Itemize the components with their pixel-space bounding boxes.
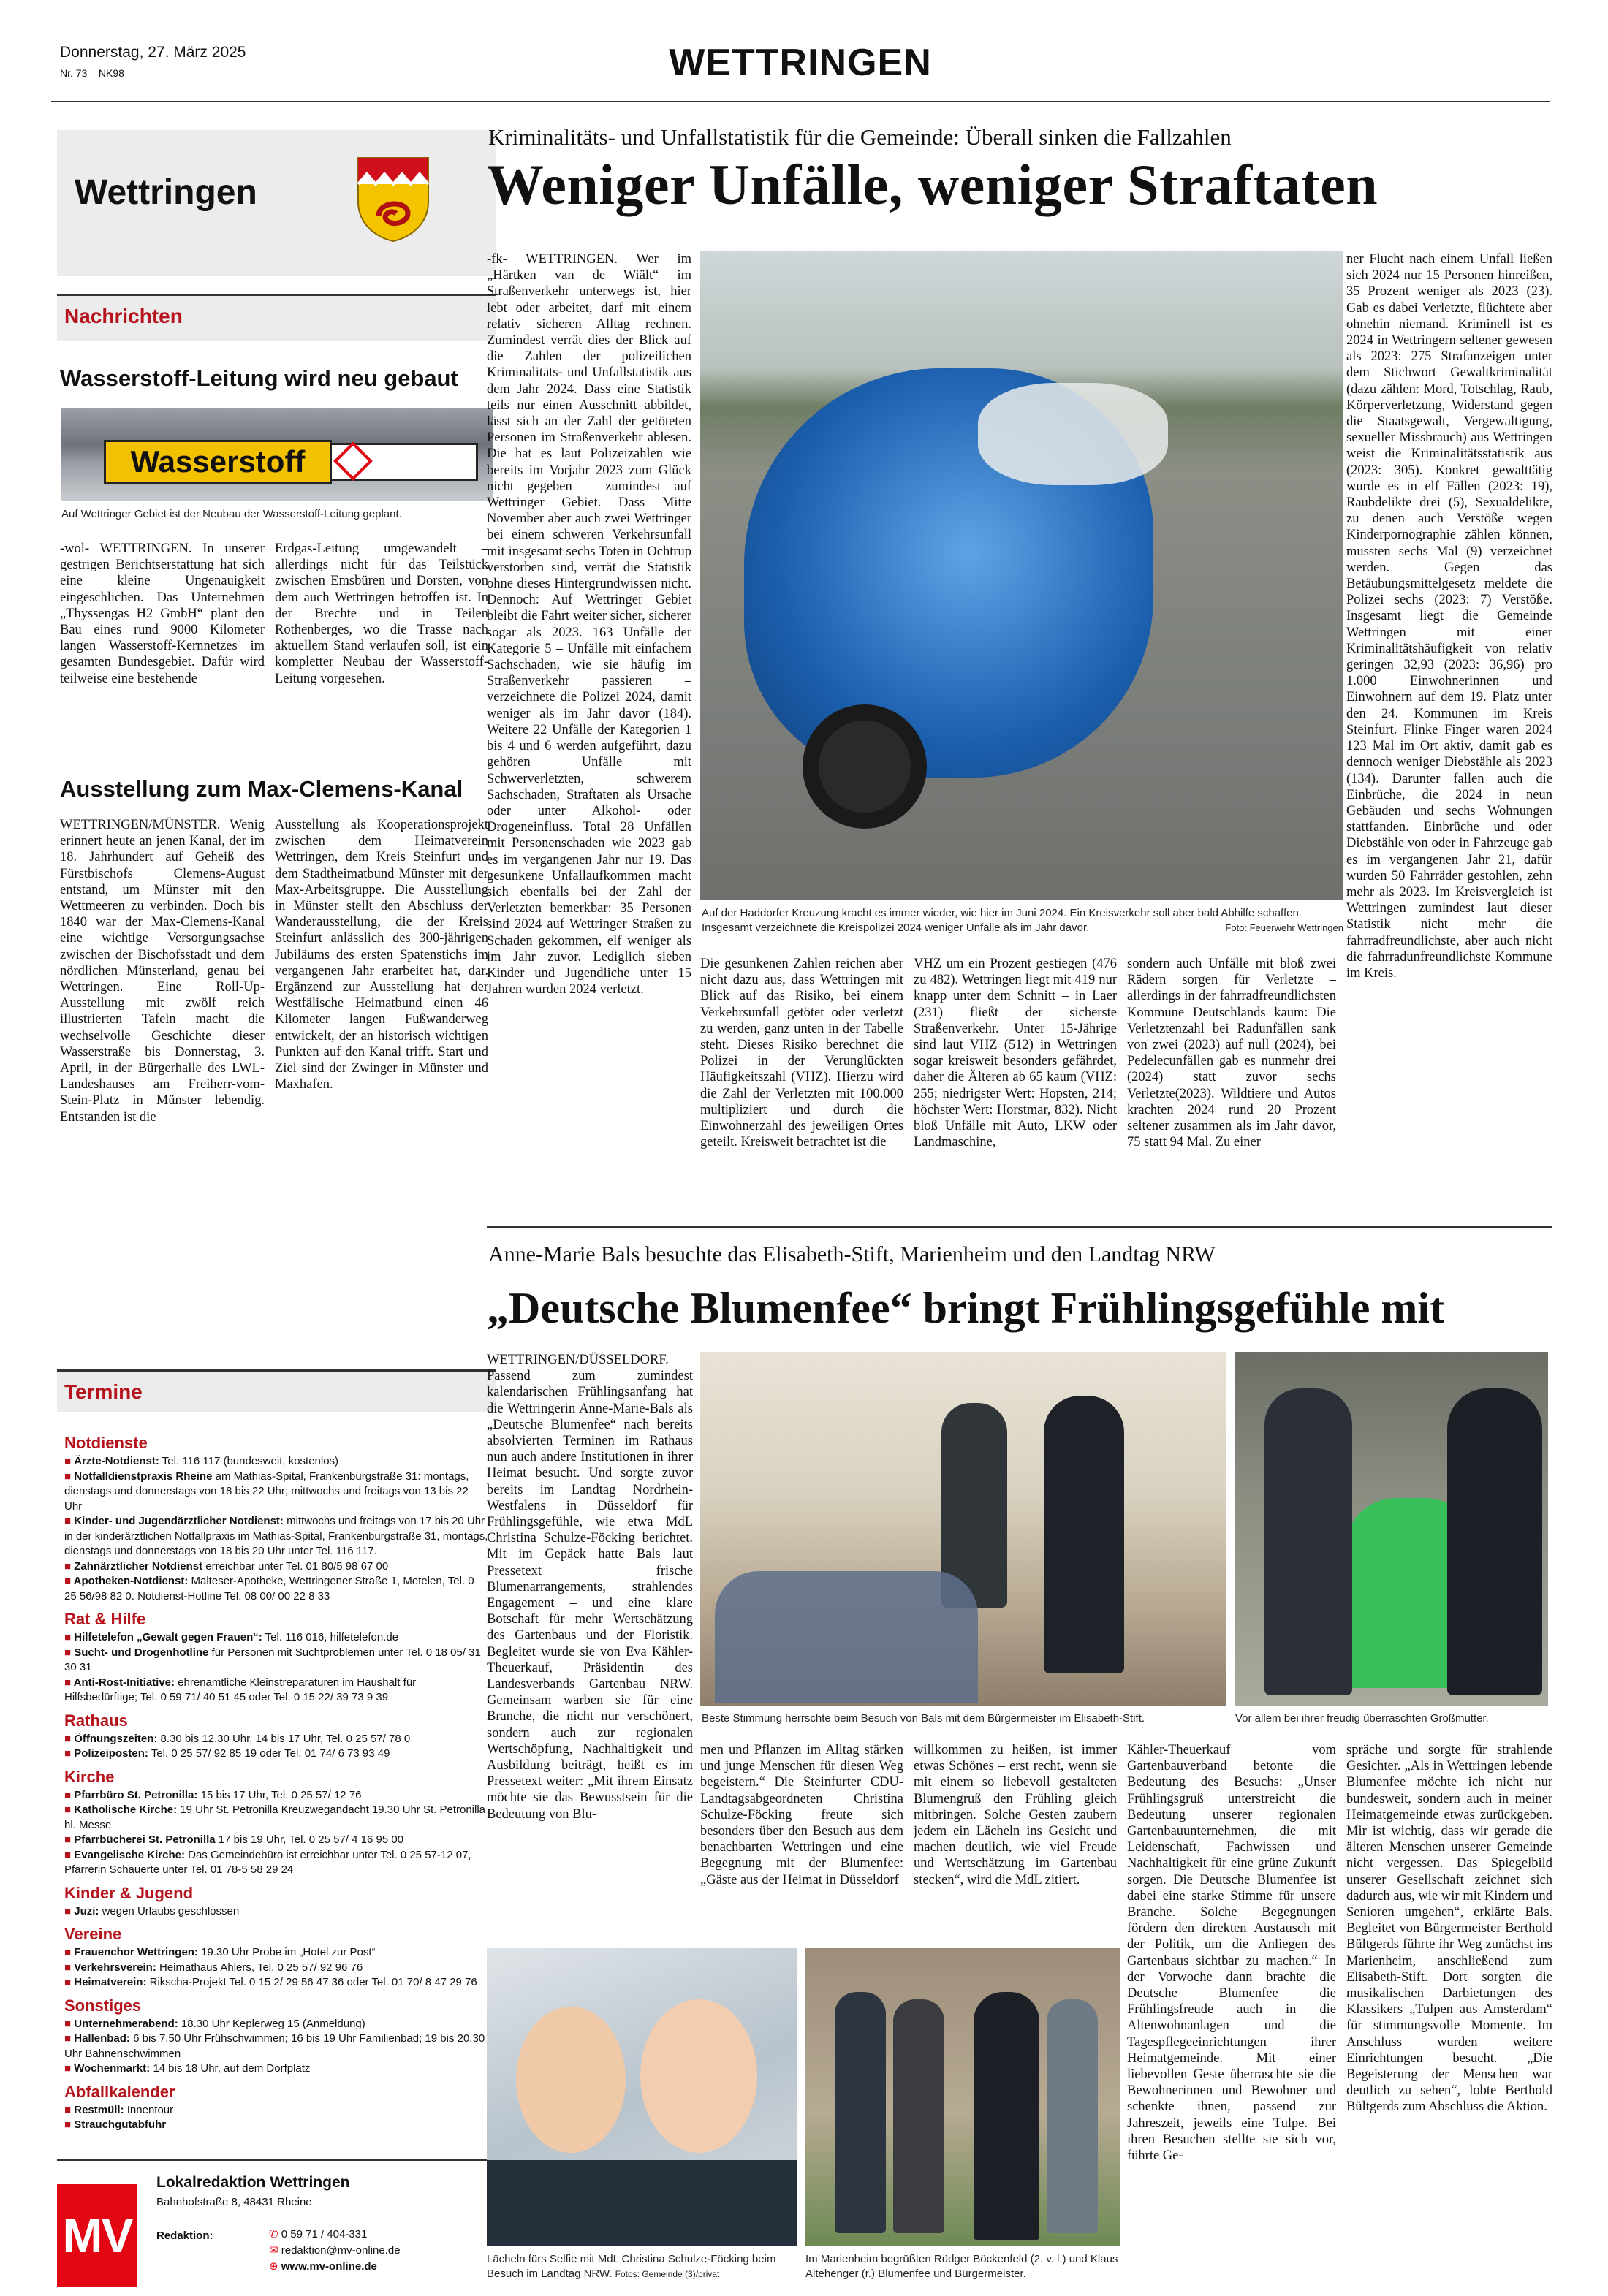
phone-icon: ✆ <box>269 2228 278 2240</box>
bullet-icon: ■ <box>64 1455 75 1467</box>
appointment-item <box>64 1788 488 1803</box>
section-label: Termine <box>64 1380 143 1403</box>
appointment-label: Zahnärztlicher Notdienst <box>74 1559 203 1573</box>
web-row[interactable] <box>269 2259 401 2275</box>
section-nachrichten <box>57 294 496 341</box>
article1-col2: Die gesunkenen Zahlen reichen aber nicht dazu aus, dass Wettringen mit Blick auf das Risiko, bei einem Verkehrsunfall getötet oder verletzt zu werden, ganz unten in der Tabelle steht. Dieses Risiko berechnet die Polizei in der Verunglückten Häufigkeitszahl (VHZ). Hierzu wird die Zahl der Verletzten mit 100.000 multipliziert und durch die Einwohnerzahl des jeweiligen Ortes geteilt. Kreisweit betrachtet ist die <box>700 957 903 1150</box>
appointment-detail: Malteser-Apotheke, Wettringener Straße 1, Metelen, Tel. 0 25 56/98 82 0. Notdienst-Hotline Tel. 08 00/ 00 22 8 33 <box>64 1575 474 1603</box>
bullet-icon: ■ <box>64 1803 75 1816</box>
news1-title: Wasserstoff-Leitung wird neu gebaut <box>60 365 458 391</box>
masthead <box>51 35 1550 102</box>
article2-col1: WETTRINGEN/DÜSSELDORF. Passend zum zumindest kalendarischen Frühlingsanfang hat die Wettringerin Anne-Marie-Bals als „Deutsche Blumenfee“ nach bereits absolvierten Terminen im Rathaus nun auch andere Institutionen in ihrer Heimat besucht. Und sorgte zuvor bereits im Landtag Nordrhein-Westfalens in Düsseldorf für Frühlingsgefühle, wie etwa MdL Christina Schulze-Föcking berichtet. Mit im Gepäck hatte Bals laut Pressetext frische Blumenarrangements, strahlendes Engagement – und eine klare Botschaft für mehr Wertschätzung des Gartenbaus und der Floristik. Begleitet wurde sie von Eva Kähler-Theuerkauf, Präsidentin des Landesverbands Gartenbau NRW. Gemeinsam warben sie für eine Branche, die nicht nur verschönert, sondern auch zur regionalen Wertschöpfung, Nachhaltigkeit und Ausbildung beiträgt, heißt es im Pressetext weiter: „Mit ihrem Einsatz möchte sie das Bewusstsein für die Bedeutung von Blu- <box>487 1353 693 1822</box>
appointment-detail: 19 Uhr St. Petronilla Kreuzwegandacht 19.30 Uhr St. Petronilla hl. Messe <box>64 1803 486 1831</box>
bullet-icon: ■ <box>64 1961 75 1974</box>
bullet-icon: ■ <box>64 1575 74 1587</box>
appointment-item <box>64 1574 488 1604</box>
hydrogen-sign-photo <box>61 408 493 501</box>
web-link[interactable]: www.mv-online.de <box>281 2260 377 2273</box>
article2-col2: men und Pflanzen im Alltag stärken und junge Menschen für diesen Weg begeistern.“ Die Steinfurter CDU-Landtagsabgeordneten Christina Schulze-Föcking freute sich besonders über den Besuch aus dem benachbarten Wettringen und eine Begegnung mit der Blumenfee: „Gäste aus der Heimat in Düsseldorf <box>700 1743 903 1888</box>
bullet-icon: ■ <box>64 1904 75 1917</box>
article2-kicker: Anne-Marie Bals besuchte das Elisabeth-Stift, Marienheim und den Landtag NRW <box>488 1242 1216 1266</box>
appointments-group-title: Abfallkalender <box>64 2082 175 2101</box>
article1-col5: ner Flucht nach einem Unfall ließen sich 2024 nur 15 Personen hinreißen, 35 Prozent weniger als 2023 (23). Gab es dabei Verletzte, flüchtete aber ohnehin niemand. Kriminell ist es 2024 in Wettringern seltener gewesen als 2023: 275 Strafanzeigen unter dem Stichwort Gewaltkriminalität (dazu zählen: Mord, Totschlag, Raub, Körperverletzung, Widerstand gegen die Staatsgewalt, Vergewaltigung, sexueller Missbrauch) aus Wettringen weist die Kriminalitätsstatistik aus (2023: 305). Konkret gewalttätig wurde es in elf Fällen (2023: 19), Raubdelikte drei (5), Sexualdelikte, zu denen auch Verstöße wegen Kinderpornographie zählen können, mussten sechs Mal (9) verzeichnet werden. Gegen das Betäubungsmittelgesetz meldete die Polizei sechs (2023: 7) Verstöße. Insgesamt liegt die Gemeinde Wettringen mit einer Kriminalitätshäufigkeit von relativ geringen 32,93 (2023: 36,96) pro 1.000 Einwohnerinnen und Einwohnern auf dem 19. Platz unter den 24. Kommunen im Kreis Steinfurt. Flinke Finger waren 2024 123 Mal im Ort aktiv, damit gab es dennoch weniger Diebstähle als 2023 (134). Darunter fallen auch die Einbrüche, die 2024 in neun Gebäuden und sechs Wohnungen stattfanden. Einbrüche und oder Diebstähle von oder in Fahrzeuge gab es im vergangenen Jahr 21, dafür wurden 50 Fahrräder gestohlen, zehn mehr als 2023. Im Kreisvergleich ist Wettringen zumindest laut dieser Statistik nicht mehr die fahrradfreundlichste, aber auch nicht die fahrradunfreundlichste Kommune im Kreis. <box>1346 252 1552 981</box>
appointment-label: Hilfetelefon „Gewalt gegen Frauen“: <box>74 1631 262 1643</box>
selfie-landtag-photo <box>487 1948 797 2246</box>
bullet-icon: ■ <box>64 2118 75 2131</box>
article2-headline: „Deutsche Blumenfee“ bringt Frühlingsgefühle mit <box>487 1284 1444 1332</box>
appointment-detail: Tel. 0 25 57/ 92 85 19 oder Tel. 01 74/ 6 73 93 49 <box>148 1747 390 1760</box>
appointment-label: Pfarrbücherei St. Petronilla <box>74 1833 216 1846</box>
appointment-item <box>64 1676 488 1706</box>
appointment-item <box>64 1630 488 1646</box>
appointment-label: Juzi: <box>74 1904 99 1917</box>
white-car-shape <box>978 383 1168 485</box>
editorial-contact <box>57 2159 496 2291</box>
sidebar <box>57 130 496 2163</box>
bullet-icon: ■ <box>64 2062 75 2075</box>
phone-row <box>269 2227 401 2243</box>
appointment-label: Kinder- und Jugendärztlicher Notdienst: <box>74 1515 284 1527</box>
appointment-label: Frauenchor Wettringen: <box>74 1946 198 1958</box>
appointment-item <box>64 1945 488 1961</box>
web-icon: ⊕ <box>269 2260 278 2273</box>
person-figure <box>1047 1999 1098 2233</box>
appointment-detail: Rikscha-Projekt Tel. 0 15 2/ 29 56 47 36 oder Tel. 01 70/ 8 47 29 76 <box>146 1976 477 1988</box>
clothing-shape <box>487 2160 797 2246</box>
bullet-icon: ■ <box>64 1747 75 1760</box>
issue-nr: Nr. 73 <box>60 67 88 79</box>
bullet-icon: ■ <box>64 1631 75 1643</box>
appointments-group-title: Vereine <box>64 1925 122 1943</box>
flower-fairy-figure <box>1447 1388 1542 1695</box>
bullet-icon: ■ <box>64 1515 75 1527</box>
footer-contacts <box>269 2227 401 2275</box>
article2-caption3 <box>487 2252 797 2281</box>
article1-caption <box>702 906 1343 935</box>
appointment-detail: Innentour <box>124 2103 174 2116</box>
appointments-group-title: Notdienste <box>64 1434 148 1452</box>
bullet-icon: ■ <box>64 2017 75 2030</box>
article2-caption2: Vor allem bei ihrer freudig überraschten Großmutter. <box>1235 1712 1489 1725</box>
appointment-detail: mittwochs und freitags von 17 bis 20 Uhr in der kinderärztlichen Notfallpraxis im Mathias-Spital, Frankenburgstraße 31, montags, dienstags und donnerstags von 18 bis 20 Uhr unter Tel. 116 117. <box>64 1515 488 1557</box>
appointment-item <box>64 1454 488 1470</box>
news2-title: Ausstellung zum Max-Clemens-Kanal <box>60 776 463 802</box>
email-icon: ✉ <box>269 2244 278 2257</box>
appointments-group-title: Kinder & Jugend <box>64 1883 194 1902</box>
article2-col4: Kähler-Theuerkauf vom Gartenbauverband betonte die Bedeutung des Besuchs: „Unser Frühlingsgruß unterstreicht die Bedeutung unserer regionalen Gartenbauunternehmen, die mit Leidenschaft, Fachwissen und Nachhaltigkeit für eine grüne Zukunft sorgen. Die Deutsche Blumenfee ist dabei eine starke Stimme für unsere Branche. Solche Begegnungen fördern den direkten Austausch mit der Politik, um die Anliegen des Gartenbaus sichtbar zu machen.“ In der Vorwoche dann brachte die Deutsche Blumenfee die Frühlingsfreude auch in die Altenwohnanlagen und die Tagespflegeeinrichtungen ihrer Heimatgemeinde. Mit einer liebevollen Geste überraschte sie die Bewohnerinnen und Bewohner und schenkte ihnen, passend zur Jahreszeit, jeweils eine Tulpe. Bei ihren Besuchen stellte sie sich vor, führte Ge- <box>1127 1743 1336 2164</box>
news1-caption: Auf Wettringer Gebiet ist der Neubau der Wasserstoff-Leitung geplant. <box>61 508 402 520</box>
appointments-group-title: Rathaus <box>64 1711 128 1730</box>
bullet-icon: ■ <box>64 1470 75 1483</box>
email-link[interactable]: redaktion@mv-online.de <box>281 2244 401 2257</box>
appointment-detail: Tel. 116 117 (bundesweit, kostenlos) <box>159 1455 339 1467</box>
appointment-label: Wochenmarkt: <box>74 2062 151 2075</box>
appointment-item <box>64 1470 488 1515</box>
appointment-item <box>64 2017 488 2032</box>
wheel-shape <box>803 704 927 829</box>
news2-col1: WETTRINGEN/MÜNSTER. Wenig erinnert heute an jenen Kanal, der im 18. Jahrhundert auf Geheiß des Fürstbischofs Clemens-August entstand, um Münster mit den Wettmeeren zu verbinden. Doch bis 1840 war der Max-Clemens-Kanal eine wichtige Versorgungsachse zwischen der Bischofsstadt und dem nördlichen Münsterland, genau bei Wettringen. Eine Roll-Up-Ausstellung mit zwölf reich illustrierten Tafeln macht die wechselvolle Geschichte dieser Wasserstraße bis Donnerstag, 3. April, in der Bürgerhalle des LWL-Landeshauses am Freiherr-vom-Stein-Platz in Münster lebendig. Entstanden ist die <box>60 818 265 1125</box>
article2-col5: spräche und sorgte für strahlende Gesichter. „Als in Wettringen lebende Blumenfee möchte ich nicht nur bundesweit, sondern auch in meiner Heimatgemeinde etwas zurückgeben. Mir ist wichtig, dass wir gerade die älteren Menschen unserer Gemeinde nicht vergessen. Das Spiegelbild unserer Gesellschaft zeichnet sich dadurch aus, wie wir mit Kindern und Senioren umgehen“, erklärte Bals. Begleitet von Bürgermeister Berthold Bültgerds führte ihr Weg zunächst ins Marienheim, anschließend zum Elisabeth-Stift. Dort sorgten die musikalischen Darbietungen des Klassikers „Tulpen aus Amsterdam“ für stimmungsvolle Momente. Im Anschluss wurden weitere Einrichtungen besucht. „Die Begeisterung der Menschen war deutlich zu sehen“, lobte Berthold Bültgerds zum Abschluss die Aktion. <box>1346 1743 1552 2115</box>
appointment-label: Restmüll: <box>74 2103 124 2116</box>
grandmother-photo <box>1235 1352 1548 1706</box>
bullet-icon: ■ <box>64 1848 75 1861</box>
photo-credit: Fotos: Gemeinde (3)/privat <box>615 2269 720 2279</box>
article1-headline: Weniger Unfälle, weniger Straftaten <box>487 153 1378 216</box>
article1-kicker: Kriminalitäts- und Unfallstatistik für die Gemeinde: Überall sinken die Fallzahlen <box>488 124 1232 150</box>
appointment-detail: wegen Urlaubs geschlossen <box>99 1904 240 1917</box>
residents-group <box>715 1571 978 1703</box>
appointment-item <box>64 1732 488 1747</box>
email-row[interactable] <box>269 2243 401 2259</box>
flower-fairy-figure <box>974 1992 1039 2240</box>
divider <box>57 2159 496 2161</box>
appointment-label: Pfarrbüro St. Petronilla: <box>74 1788 198 1801</box>
appointment-item <box>64 2118 488 2133</box>
appointment-item <box>64 1961 488 1976</box>
appointment-detail: für Personen mit Suchtproblemen unter Tel. 0 18 05/ 31 30 31 <box>64 1646 481 1673</box>
bullet-icon: ■ <box>64 2103 75 2116</box>
appointment-detail: Tel. 116 016, hilfetelefon.de <box>262 1631 399 1643</box>
article2-caption1: Beste Stimmung herrschte beim Besuch von Bals mit dem Bürgermeister im Elisabeth-Stift. <box>702 1712 1145 1725</box>
footer-address: Bahnhofstraße 8, 48431 Rheine <box>156 2196 312 2208</box>
appointment-label: Katholische Kirche: <box>74 1803 178 1816</box>
appointment-label: Öffnungszeiten: <box>74 1732 158 1745</box>
article2-col3: willkommen zu heißen, ist immer etwas Schönes – erst recht, wenn sie mit einem so liebevoll gestalteten Blumengruß den Frühling gleich mitbringen. Solche Gesten zaubern jedem ein Lächeln ins Gesicht und machen deutlich, wie viel Freude und Wertschätzung im Gartenbau stecken“, wird die MdL zitiert. <box>914 1743 1117 1888</box>
appointments-list <box>64 1432 488 2133</box>
appointment-item <box>64 1646 488 1676</box>
appointment-detail: am Mathias-Spital, Frankenburgstraße 31: montags, dienstags und donnerstags von 18 bis 22 Uhr; mittwochs und freitags von 13 bis 22 Uhr <box>64 1470 469 1513</box>
bullet-icon: ■ <box>64 1732 75 1745</box>
appointment-item <box>64 1975 488 1991</box>
appointment-detail: Das Gemeindebüro ist erreichbar unter Tel. 0 25 57-12 07, Pfarrerin Schauerte unter Tel. 01 78-5 58 29 24 <box>64 1848 471 1876</box>
section-town: WETTRINGEN <box>669 42 932 84</box>
article2-caption4: Im Marienheim begrüßten Rüdger Böckenfeld (2. v. l.) und Klaus Altehenger (r.) Blumenfee und Bürgermeister. <box>805 2253 1118 2280</box>
appointment-item <box>64 1848 488 1878</box>
article-divider <box>487 1226 1552 1228</box>
appointments-group-title: Rat & Hilfe <box>64 1610 146 1628</box>
flower-fairy-figure <box>1044 1396 1124 1673</box>
appointment-item <box>64 1904 488 1920</box>
elisabeth-stift-photo <box>700 1352 1226 1706</box>
appointment-detail: 18.30 Uhr Keplerweg 15 (Anmeldung) <box>178 2017 365 2030</box>
appointment-detail: Heimathaus Ahlers, Tel. 0 25 57/ 92 96 76 <box>156 1961 363 1974</box>
appointment-label: Verkehrsverein: <box>74 1961 156 1974</box>
bullet-icon: ■ <box>64 1976 75 1988</box>
appointment-label: Anti-Rost-Initiative: <box>73 1676 175 1689</box>
appointment-item <box>64 2031 488 2061</box>
appointment-label: Strauchgutabfuhr <box>74 2118 167 2131</box>
appointment-item <box>64 2061 488 2077</box>
appointment-detail: 14 bis 18 Uhr, auf dem Dorfplatz <box>150 2062 311 2075</box>
appointment-label: Heimatverein: <box>74 1976 147 1988</box>
appointment-detail: 15 bis 17 Uhr, Tel. 0 25 57/ 12 76 <box>197 1788 362 1801</box>
bullet-icon: ■ <box>64 1676 74 1689</box>
caption-text: Auf der Haddorfer Kreuzung kracht es immer wieder, wie hier im Juni 2024. Ein Kreisverkehr soll aber bald Abhilfe schaffen. Insgesamt verzeichnete die Kreispolizei 2024 weniger Unfälle als im Jahr davor. <box>702 907 1302 934</box>
appointments-group-title: Kirche <box>64 1767 115 1786</box>
photo-credit: Foto: Feuerwehr Wettringen <box>1225 922 1343 933</box>
bullet-icon: ■ <box>64 1788 75 1801</box>
appointment-item <box>64 1746 488 1762</box>
appointment-detail: erreichbar unter Tel. 01 80/5 98 67 00 <box>202 1559 389 1573</box>
appointment-label: Notfalldienstpraxis Rheine <box>74 1470 213 1483</box>
news1-col1: -wol- WETTRINGEN. In unserer gestrigen Berichtserstattung hat sich eine kleine Ungenauigkeit eingeschlichen. Das Unternehmen „Thyssengas H2 GmbH“ plant den Bau eines rund 9000 Kilometer langen Wasserstoff-Kernnetzes im gesamten Bundesgebiet. Dafür wird teilweise eine bestehende <box>60 541 265 686</box>
appointment-label: Ärzte-Notdienst: <box>74 1455 159 1467</box>
sign-label: Wasserstoff <box>104 440 332 484</box>
appointment-item <box>64 1803 488 1833</box>
brand-name: Wettringen <box>75 173 257 212</box>
bullet-icon: ■ <box>64 1646 75 1659</box>
mayor-figure <box>1264 1388 1352 1695</box>
appointment-item <box>64 1559 488 1575</box>
bullet-icon: ■ <box>64 1833 75 1846</box>
article1-col1: -fk- WETTRINGEN. Wer im „Härtken van de Wiält“ im Straßenverkehr unterwegs ist, hier lebt oder arbeitet, darf mit einem relativ sicheren Alltag rechnen. Zumindest verrät dies der Blick auf die Zahlen der polizeilichen Kriminalitäts- und Unfallstatistik aus dem Jahr 2024. Dass eine Statistik teils nur einen Ausschnitt abbildet, lässt sich an der Zahl der getöteten Personen im Straßenverkehr ablesen. Die hat es laut Polizeizahlen wie bereits im Vorjahr 2023 zum Glück nicht gegeben – zumindest auf Wettringer Gebiet. Dass Mitte November aber auch zwei Wettringer bei einem schweren Verkehrsunfall mit insgesamt sechs Toten in Ochtrup verstorben sind, verrät die Statistik ohne dieses Hintergrundwissen nicht. Dennoch: Auf Wettringer Gebiet bleibt die Fahrt weiter sicher, sicherer sogar als 2023. 163 Unfälle der Kategorie 5 – Unfälle mit einfachem Sachschaden, wie sie häufig im Straßenverkehr passieren – verzeichnete die Polizei 2024, damit weniger als im Jahr davor (184). Weitere 22 Unfälle der Kategorien 1 bis 4 und 6 werden aufgeführt, dazu gehören Unfälle mit Schwerverletzten, schwerem Sachschaden, Straftaten als Ursache oder unter Alkohol- oder Drogeneinfluss. Total 28 Unfällen mit Personenschaden wie 2023 gab es im vergangenen Jahr nur 19. Das gesunkene Unfallaufkommen macht sich ebenfalls bei der Zahl der Verletzten bemerkbar: 35 Personen sind 2024 auf Wettringer Straßen zu Schaden gekommen, elf weniger als im Jahr zuvor. Lediglich sieben Kinder und Jugendliche unter 15 Jahren wurden 2024 verletzt. <box>487 252 691 997</box>
caption-text: Lächeln fürs Selfie mit MdL Christina Schulze-Föcking beim Besuch im Landtag NRW. <box>487 2253 776 2280</box>
appointments-group-title: Sonstiges <box>64 1996 142 2015</box>
appointment-item <box>64 1833 488 1848</box>
local-brand-box <box>57 130 496 276</box>
issue-date: Donnerstag, 27. März 2025 <box>60 44 246 61</box>
footer-label: Redaktion: <box>156 2230 213 2242</box>
appointment-detail: 19.30 Uhr Probe im „Hotel zur Post“ <box>197 1946 376 1958</box>
section-termine <box>57 1369 496 1412</box>
bullet-icon: ■ <box>64 1946 75 1958</box>
appointment-label: Hallenbad: <box>74 2032 130 2045</box>
appointment-item <box>64 2103 488 2118</box>
news2-col2: Ausstellung als Kooperationsprojekt zwischen dem Heimatverein Wettringen, dem Kreis Steinfurt und dem Stadtheimatbund Münster mit der Max-Arbeitsgruppe. Die Ausstellung in Münster stellt den Abschluss der Wanderausstellung, die der Kreis Steinfurt anlässlich des 300-jährigen Jubiläums des ersten Spatenstichs im vergangenen Jahr erarbeitet hat, dar. Ergänzend zur Ausstellung hat der Westfälische Heimatbund einen 46 Kilometer langen Fußwanderweg entwickelt, der an historisch wichtigen Punkten auf den Kanal trifft. Start und Ziel sind der Zwinger in Münster und Maxhafen. <box>275 818 488 1092</box>
person-figure <box>893 1999 944 2233</box>
appointment-label: Unternehmerabend: <box>74 2017 178 2030</box>
phone-number: 0 59 71 / 404-331 <box>281 2228 368 2240</box>
face-shape <box>640 1999 757 2153</box>
face-shape <box>516 2007 626 2153</box>
accident-car-photo <box>700 251 1343 900</box>
article1-col4: sondern auch Unfälle mit bloß zwei Rädern sorgen für Verletzte – allerdings in der fahrradfreundlichsten Kommune Deutschlands kaum: Die Verletztenzahl bei Radunfällen sank von zwei (2023) auf null (2024), bei Pedelecunfällen gab es nunmehr drei (2024) statt zuvor sechs Verletzte(2023). Wildtiere und Autos krachten 2024 rund 20 Prozent seltener zusammen als im Jahr davor, 75 statt 94 Mal. Zu einer <box>1127 957 1336 1150</box>
coat-of-arms-icon <box>357 156 430 243</box>
appointment-detail: 6 bis 7.50 Uhr Frühschwimmen; 16 bis 19 Uhr Familienbad; 19 bis 20.30 Uhr Bahnenschwimmen <box>64 2032 485 2060</box>
news1-col2: Erdgas-Leitung umgewandelt – allerdings nicht für das Teilstück zwischen Emsbüren und Dorsten, von dem auch Wettringen betroffen ist. In der Brechte und in Teilen Rothenberges, wo die Trasse nach aktuellem Stand verlaufen soll, ist ein kompletter Neubau der Wasserstoff-Leitung vorgesehen. <box>275 541 488 686</box>
appointment-label: Polizeiposten: <box>74 1747 148 1760</box>
footer-title: Lokalredaktion Wettringen <box>156 2174 350 2191</box>
bullet-icon: ■ <box>64 2032 75 2045</box>
mv-logo: MV <box>57 2184 137 2287</box>
bullet-icon: ■ <box>64 1559 75 1573</box>
appointment-label: Sucht- und Drogenhotline <box>74 1646 209 1659</box>
section-label: Nachrichten <box>64 305 183 327</box>
appointment-label: Apotheken-Notdienst: <box>73 1575 189 1587</box>
marienheim-photo <box>805 1948 1120 2246</box>
appointment-detail: 17 bis 19 Uhr, Tel. 0 25 57/ 4 16 95 00 <box>215 1833 404 1846</box>
appointment-detail: ehrenamtliche Kleinstreparaturen im Haushalt für Hilfsbedürftige; Tel. 0 59 71/ 40 51 45 oder Tel. 0 15 22/ 39 73 9 39 <box>64 1676 417 1703</box>
person-figure <box>835 1992 886 2233</box>
article1-col3: VHZ um ein Prozent gestiegen (476 zu 482). Wettringen liegt mit 419 nur knapp unter dem Schnitt – in Laer (231) fließt der sicherste Straßenverkehr. Unter 15-Jährige sind laut VHZ (512) in Wettringen sogar kreisweit besonders gefährdet, daher die Älteren ab 65 kaum (VHZ: 255; niedrigster Wert: Hopsten, 214; höchster Wert: Horstmar, 832). Nicht bloß Unfälle mit Auto, LKW oder Landmaschine, <box>914 957 1117 1150</box>
issue-code: NK98 <box>98 67 124 79</box>
appointment-item <box>64 1514 488 1559</box>
appointment-detail: 8.30 bis 12.30 Uhr, 14 bis 17 Uhr, Tel. 0 25 57/ 78 0 <box>157 1732 411 1745</box>
appointment-label: Evangelische Kirche: <box>74 1848 185 1861</box>
